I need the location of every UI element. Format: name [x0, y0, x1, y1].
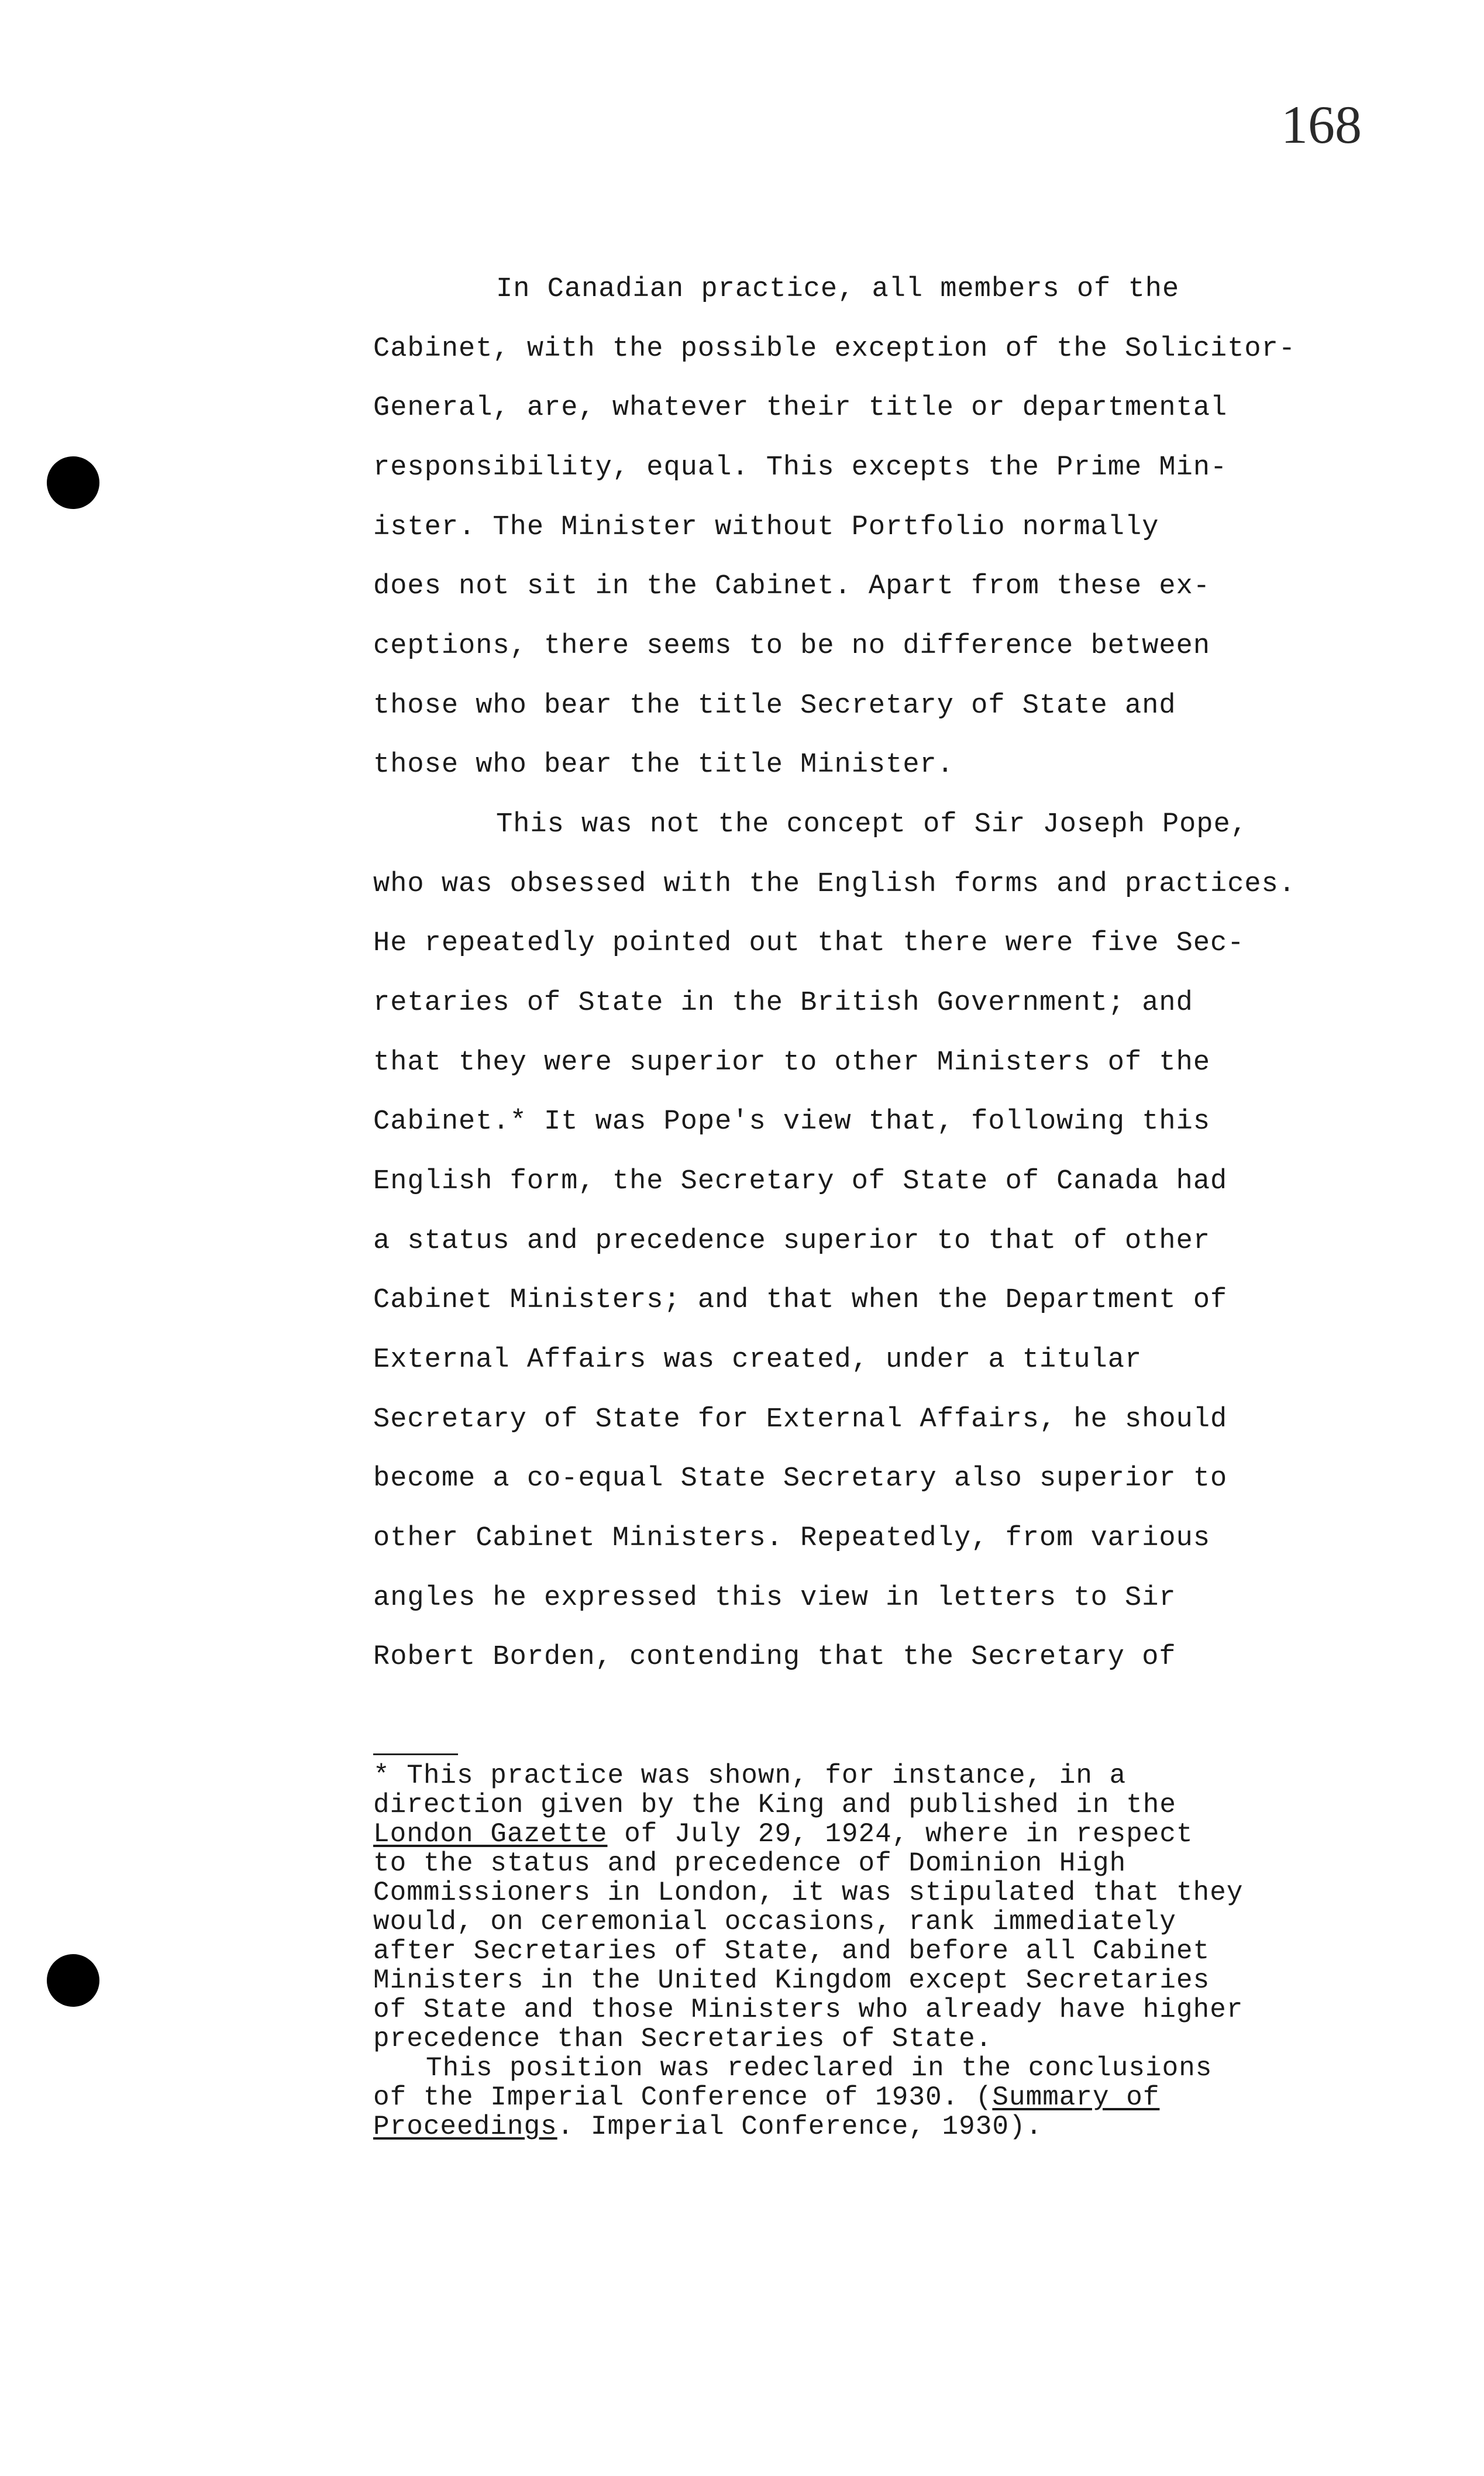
body-line: In Canadian practice, all members of the — [496, 274, 1180, 305]
footnote-line — [373, 2112, 1042, 2141]
body-line: other Cabinet Ministers. Repeatedly, from various — [373, 1523, 1211, 1554]
body-line: Cabinet, with the possible exception of the Solicitor- — [373, 333, 1296, 364]
body-line: Robert Borden, contending that the Secretary of — [373, 1642, 1176, 1673]
body-line: retaries of State in the British Government; and — [373, 988, 1193, 1019]
footnote-line: This position was redeclared in the conclusions — [426, 2053, 1213, 2083]
body-line: become a co-equal State Secretary also superior to — [373, 1463, 1228, 1494]
footnote-line — [373, 1820, 1193, 1849]
body-line: External Affairs was created, under a titular — [373, 1344, 1142, 1375]
footnote-citation-proceedings: Proceedings — [373, 2112, 557, 2142]
footnote-citation-summary: Summary of — [992, 2082, 1160, 2113]
body-line: those who bear the title Secretary of State and — [373, 690, 1176, 721]
body-line: ister. The Minister without Portfolio normally — [373, 512, 1159, 543]
footnote-line: would, on ceremonial occasions, rank immediately — [373, 1907, 1177, 1937]
footnote-rule — [373, 1753, 458, 1755]
body-line: He repeatedly pointed out that there were five Sec- — [373, 928, 1245, 959]
footnote-line: direction given by the King and published in the — [373, 1790, 1177, 1820]
body-line: General, are, whatever their title or departmental — [373, 393, 1228, 424]
footnote-line: to the status and precedence of Dominion High — [373, 1848, 1127, 1879]
footnote-text: . Imperial Conference, 1930). — [557, 2112, 1043, 2142]
footnote-line: of State and those Ministers who already have higher — [373, 1994, 1244, 2025]
body-line: does not sit in the Cabinet. Apart from these ex- — [373, 571, 1211, 602]
page-number: 168 — [1281, 95, 1362, 154]
body-line: those who bear the title Minister. — [373, 749, 954, 780]
footnote-citation-london-gazette: London Gazette — [373, 1819, 608, 1849]
body-line: Secretary of State for External Affairs, he should — [373, 1404, 1228, 1435]
body-line: a status and precedence superior to that of other — [373, 1226, 1211, 1257]
footnote-line: after Secretaries of State, and before all Cabinet — [373, 1936, 1210, 1966]
body-line: This was not the concept of Sir Joseph Pope, — [496, 809, 1248, 840]
punch-hole-top — [47, 456, 99, 509]
body-line: Cabinet Ministers; and that when the Department of — [373, 1285, 1228, 1316]
body-line: responsibility, equal. This excepts the Prime Min- — [373, 452, 1228, 483]
body-line: angles he expressed this view in letters to Sir — [373, 1583, 1176, 1614]
footnote-text: of the Imperial Conference of 1930. ( — [373, 2082, 993, 2113]
body-line: that they were superior to other Ministers of the — [373, 1047, 1211, 1078]
body-line: ceptions, there seems to be no difference between — [373, 631, 1211, 662]
footnote-line: precedence than Secretaries of State. — [373, 2024, 993, 2054]
punch-hole-bottom — [47, 1954, 99, 2007]
footnote-line: * This practice was shown, for instance, in a — [373, 1760, 1127, 1791]
footnote-line — [373, 2083, 1159, 2112]
footnote-line: Ministers in the United Kingdom except Secretaries — [373, 1965, 1210, 1996]
body-line: who was obsessed with the English forms and practices. — [373, 869, 1296, 900]
footnote-text: of July 29, 1924, where in respect — [607, 1819, 1193, 1849]
footnote-line: Commissioners in London, it was stipulated that they — [373, 1877, 1244, 1908]
body-line: Cabinet.* It was Pope's view that, following this — [373, 1106, 1211, 1137]
body-line: English form, the Secretary of State of Canada had — [373, 1166, 1228, 1197]
